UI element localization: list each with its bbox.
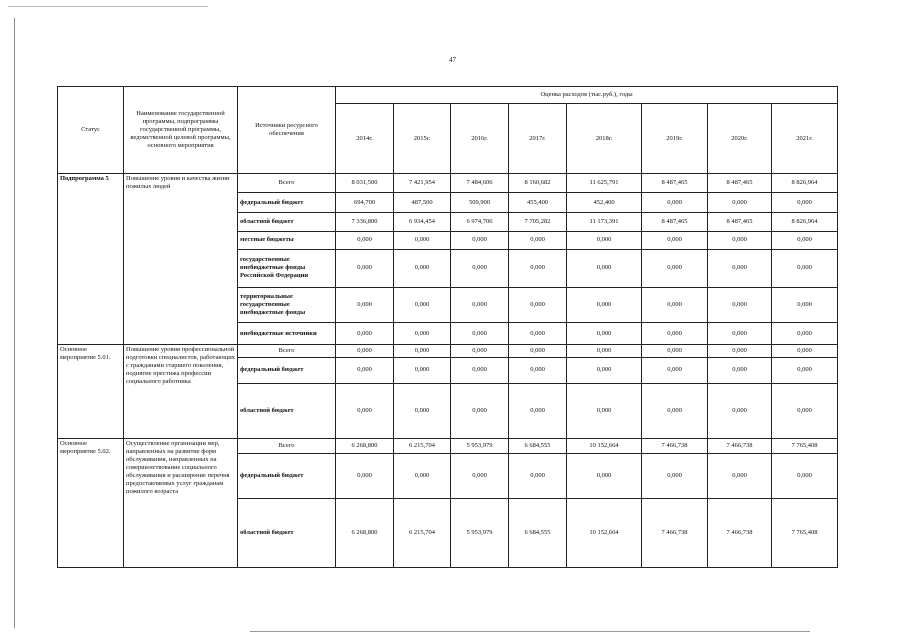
source-cell: Всего	[238, 174, 336, 193]
value-cell: 0,000	[708, 249, 772, 288]
value-cell: 0,000	[567, 453, 642, 498]
header-year: 2018г.	[567, 104, 642, 174]
table-row	[58, 345, 838, 357]
value-cell: 0,000	[451, 357, 509, 384]
value-cell: 0,000	[708, 232, 772, 249]
value-cell: 6 684,555	[509, 498, 567, 567]
value-cell: 0,000	[336, 249, 394, 288]
value-cell: 0,000	[642, 288, 708, 323]
value-cell: 8 031,500	[336, 174, 394, 193]
value-cell: 0,000	[708, 193, 772, 212]
value-cell: 0,000	[451, 288, 509, 323]
value-cell: 0,000	[336, 323, 394, 345]
value-cell: 6 684,555	[509, 439, 567, 453]
source-cell: областной бюджет	[238, 212, 336, 231]
value-cell: 0,000	[336, 288, 394, 323]
value-cell: 8 826,964	[772, 212, 838, 231]
value-cell: 8 487,465	[642, 174, 708, 193]
value-cell: 0,000	[567, 249, 642, 288]
value-cell: 7 705,282	[509, 212, 567, 231]
value-cell: 0,000	[772, 249, 838, 288]
value-cell: 0,000	[509, 357, 567, 384]
value-cell: 8 826,964	[772, 174, 838, 193]
value-cell: 0,000	[509, 249, 567, 288]
value-cell: 6 215,704	[394, 439, 451, 453]
value-cell: 11 173,391	[567, 212, 642, 231]
value-cell: 0,000	[708, 288, 772, 323]
header-source: Источники ресурсного обеспечения	[238, 87, 336, 174]
value-cell: 0,000	[708, 345, 772, 357]
source-cell: областной бюджет	[238, 498, 336, 567]
value-cell: 0,000	[394, 384, 451, 439]
value-cell: 6 974,706	[451, 212, 509, 231]
value-cell: 0,000	[394, 232, 451, 249]
table-row	[58, 439, 838, 453]
value-cell: 0,000	[708, 384, 772, 439]
value-cell: 7 466,738	[708, 439, 772, 453]
scan-artifact-bottom	[250, 631, 810, 632]
status-cell: Основное мероприятие 5.02.	[58, 439, 124, 568]
status-cell: Подпрограмма 5	[58, 174, 124, 345]
value-cell: 0,000	[642, 323, 708, 345]
value-cell: 0,000	[567, 345, 642, 357]
value-cell: 0,000	[567, 384, 642, 439]
value-cell: 0,000	[509, 232, 567, 249]
value-cell: 7 466,738	[642, 439, 708, 453]
source-cell: федеральный бюджет	[238, 453, 336, 498]
value-cell: 452,400	[567, 193, 642, 212]
value-cell: 455,400	[509, 193, 567, 212]
header-year: 2016г.	[451, 104, 509, 174]
value-cell: 0,000	[394, 453, 451, 498]
status-cell: Основное мероприятие 5.01.	[58, 345, 124, 439]
value-cell: 0,000	[642, 345, 708, 357]
value-cell: 0,000	[336, 384, 394, 439]
value-cell: 0,000	[772, 193, 838, 212]
value-cell: 0,000	[642, 357, 708, 384]
value-cell: 0,000	[567, 357, 642, 384]
value-cell: 0,000	[394, 345, 451, 357]
value-cell: 509,900	[451, 193, 509, 212]
value-cell: 7 765,408	[772, 439, 838, 453]
value-cell: 0,000	[394, 249, 451, 288]
value-cell: 0,000	[567, 288, 642, 323]
value-cell: 5 953,979	[451, 498, 509, 567]
value-cell: 487,500	[394, 193, 451, 212]
value-cell: 0,000	[336, 357, 394, 384]
value-cell: 0,000	[336, 345, 394, 357]
source-cell: государственные внебюджетные фонды Российской Федерации	[238, 249, 336, 288]
name-cell: Повышение уровня профессиональной подготовки специалистов, работающих с гражданами старшего поколения, поднятие престижа профессии социального работника	[124, 345, 238, 439]
value-cell: 7 421,954	[394, 174, 451, 193]
value-cell: 0,000	[509, 384, 567, 439]
value-cell: 0,000	[394, 323, 451, 345]
header-name: Наименование государственной программы, подпрограммы государственной программы, ведомственной целевой программы, основного мероприятия	[124, 87, 238, 174]
value-cell: 0,000	[708, 357, 772, 384]
value-cell: 0,000	[642, 249, 708, 288]
value-cell: 0,000	[772, 357, 838, 384]
value-cell: 0,000	[451, 323, 509, 345]
source-cell: местные бюджеты	[238, 232, 336, 249]
value-cell: 0,000	[642, 193, 708, 212]
value-cell: 6 215,704	[394, 498, 451, 567]
value-cell: 0,000	[509, 288, 567, 323]
value-cell: 0,000	[708, 323, 772, 345]
table-row	[58, 174, 838, 193]
value-cell: 8 487,465	[642, 212, 708, 231]
value-cell: 0,000	[509, 345, 567, 357]
value-cell: 0,000	[642, 384, 708, 439]
value-cell: 0,000	[451, 345, 509, 357]
value-cell: 6 268,800	[336, 439, 394, 453]
source-cell: Всего	[238, 439, 336, 453]
value-cell: 0,000	[567, 323, 642, 345]
name-cell: Повышение уровня и качества жизни пожилых людей	[124, 174, 238, 345]
header-year: 2014г.	[336, 104, 394, 174]
value-cell: 7 484,606	[451, 174, 509, 193]
header-year: 2020г.	[708, 104, 772, 174]
header-year: 2017г.	[509, 104, 567, 174]
value-cell: 0,000	[772, 323, 838, 345]
value-cell: 0,000	[772, 288, 838, 323]
value-cell: 0,000	[394, 357, 451, 384]
value-cell: 11 625,791	[567, 174, 642, 193]
source-cell: федеральный бюджет	[238, 193, 336, 212]
value-cell: 7 466,738	[642, 498, 708, 567]
value-cell: 0,000	[394, 288, 451, 323]
value-cell: 10 152,664	[567, 439, 642, 453]
header-year: 2019г.	[642, 104, 708, 174]
header-status: Статус	[58, 87, 124, 174]
value-cell: 0,000	[642, 453, 708, 498]
value-cell: 0,000	[567, 232, 642, 249]
page-number: 47	[449, 56, 456, 64]
value-cell: 6 934,454	[394, 212, 451, 231]
scan-artifact-top	[8, 6, 208, 7]
source-cell: территориальные государственные внебюджетные фонды	[238, 288, 336, 323]
resource-table	[57, 86, 838, 568]
value-cell: 0,000	[509, 453, 567, 498]
value-cell: 8 487,465	[708, 212, 772, 231]
source-cell: внебюджетные источники	[238, 323, 336, 345]
value-cell: 8 487,465	[708, 174, 772, 193]
value-cell: 0,000	[772, 232, 838, 249]
value-cell: 0,000	[708, 453, 772, 498]
source-cell: Всего	[238, 345, 336, 357]
value-cell: 0,000	[336, 232, 394, 249]
value-cell: 0,000	[772, 453, 838, 498]
value-cell: 7 466,738	[708, 498, 772, 567]
value-cell: 0,000	[642, 232, 708, 249]
value-cell: 0,000	[451, 453, 509, 498]
value-cell: 6 268,800	[336, 498, 394, 567]
value-cell: 694,700	[336, 193, 394, 212]
name-cell: Осуществление организации мер, направленных на развитие форм обслуживания, направленных на совершенствование социального обслуживания и расширение перечня предоставляемых услуг гражданам пожилого возраста	[124, 439, 238, 568]
value-cell: 0,000	[451, 384, 509, 439]
value-cell: 8 160,682	[509, 174, 567, 193]
value-cell: 7 336,800	[336, 212, 394, 231]
value-cell: 0,000	[451, 232, 509, 249]
value-cell: 0,000	[451, 249, 509, 288]
header-year: 2015г.	[394, 104, 451, 174]
source-cell: областной бюджет	[238, 384, 336, 439]
source-cell: федеральный бюджет	[238, 357, 336, 384]
value-cell: 0,000	[772, 345, 838, 357]
scan-left-edge	[14, 18, 15, 628]
value-cell: 7 765,408	[772, 498, 838, 567]
header-estimate: Оценка расходов (тыс.руб.), годы	[336, 87, 838, 104]
value-cell: 5 953,979	[451, 439, 509, 453]
header-year: 2021г.	[772, 104, 838, 174]
value-cell: 0,000	[336, 453, 394, 498]
value-cell: 0,000	[509, 323, 567, 345]
value-cell: 0,000	[772, 384, 838, 439]
value-cell: 10 152,664	[567, 498, 642, 567]
